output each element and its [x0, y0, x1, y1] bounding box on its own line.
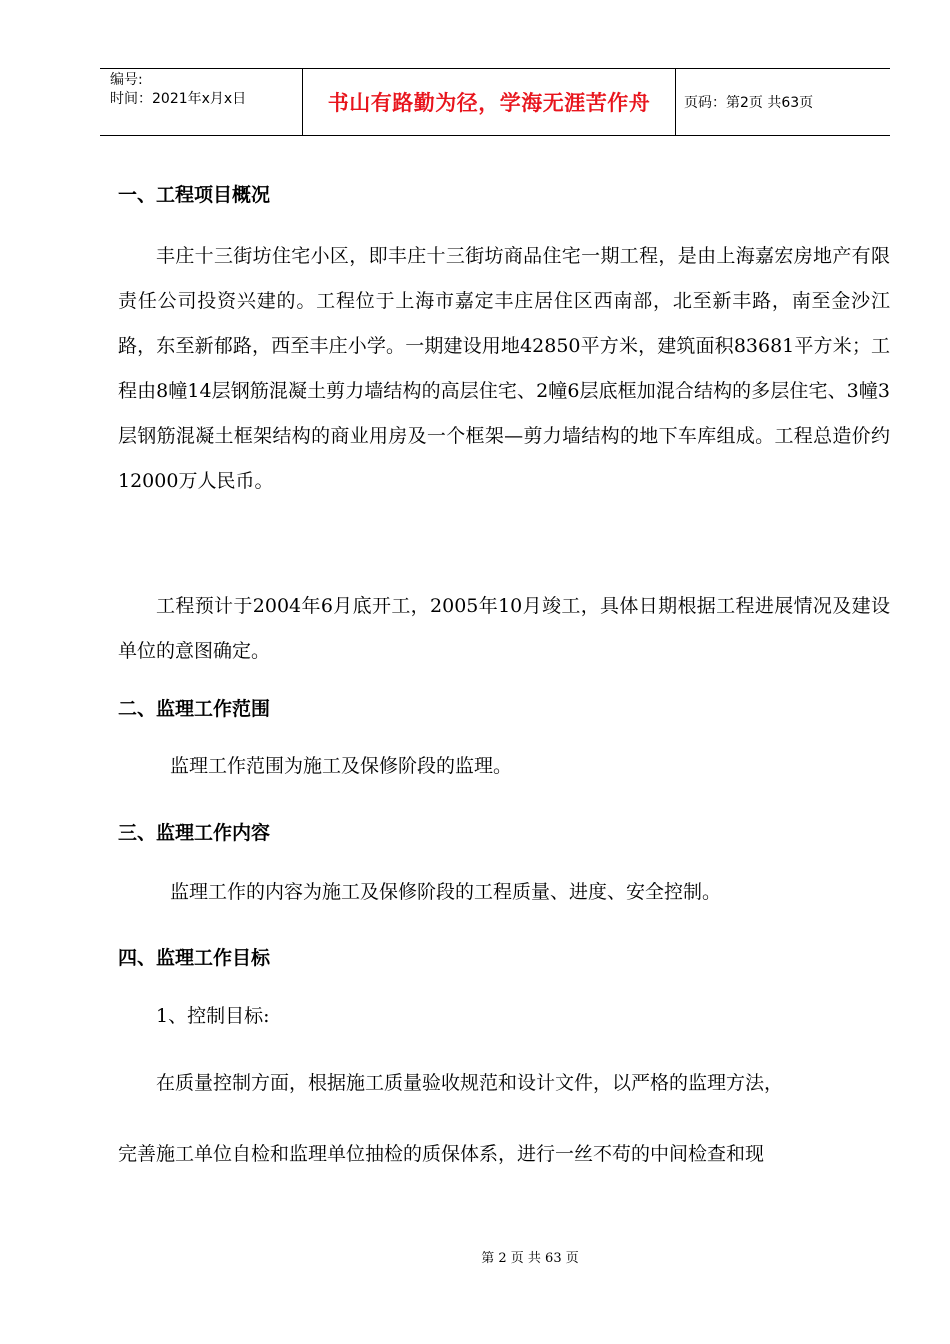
- header-left: [100, 69, 302, 135]
- section-1-paragraph-1: 丰庄十三街坊住宅小区，即丰庄十三街坊商品住宅一期工程，是由上海嘉宏房地产有限责任公司投资兴建的。工程位于上海市嘉定丰庄居住区西南部，北至新丰路，南至金沙江路，东至新郁路，西至丰庄小学。一期建设用地42850平方米，建筑面积83681平方米；工程由8幢14层钢筋混凝土剪力墙结构的高层住宅、2幢6层底框加混合结构的多层住宅、3幢3层钢筋混凝土框架结构的商业用房及一个框架—剪力墙结构的地下车库组成。工程总造价约12000万人民币。: [118, 245, 890, 492]
- section-2-paragraph: 监理工作范围为施工及保修阶段的监理。: [170, 755, 513, 777]
- header-right: [676, 69, 890, 135]
- section-3-title: 三、监理工作内容: [118, 822, 271, 844]
- header-middle: [302, 69, 676, 135]
- section-1-title: 一、工程项目概况: [118, 184, 271, 206]
- page-header: [100, 68, 890, 136]
- section-4-item: 1、控制目标:: [156, 1005, 270, 1027]
- page-footer: 第 2 页 共 63 页: [481, 1251, 579, 1266]
- section-3-paragraph: 监理工作的内容为施工及保修阶段的工程质量、进度、安全控制。: [170, 881, 722, 903]
- section-2-title: 二、监理工作范围: [118, 698, 271, 720]
- page-label: 页码：第2页 共63页: [684, 95, 814, 111]
- section-1-paragraph-2: 工程预计于2004年6月底开工，2005年10月竣工，具体日期根据工程进展情况及建设单位的意图确定。: [118, 595, 890, 662]
- time-label: 时间：2021年x月x日: [110, 91, 247, 107]
- section-4-title: 四、监理工作目标: [118, 947, 271, 969]
- number-label: 编号:: [110, 72, 143, 88]
- section-4-paragraph-2: 完善施工单位自检和监理单位抽检的质保体系，进行一丝不苟的中间检查和现: [118, 1143, 765, 1165]
- motto: 书山有路勤为径，学海无涯苦作舟: [327, 91, 651, 115]
- section-4-paragraph-1: 在质量控制方面，根据施工质量验收规范和设计文件，以严格的监理方法，: [156, 1072, 784, 1094]
